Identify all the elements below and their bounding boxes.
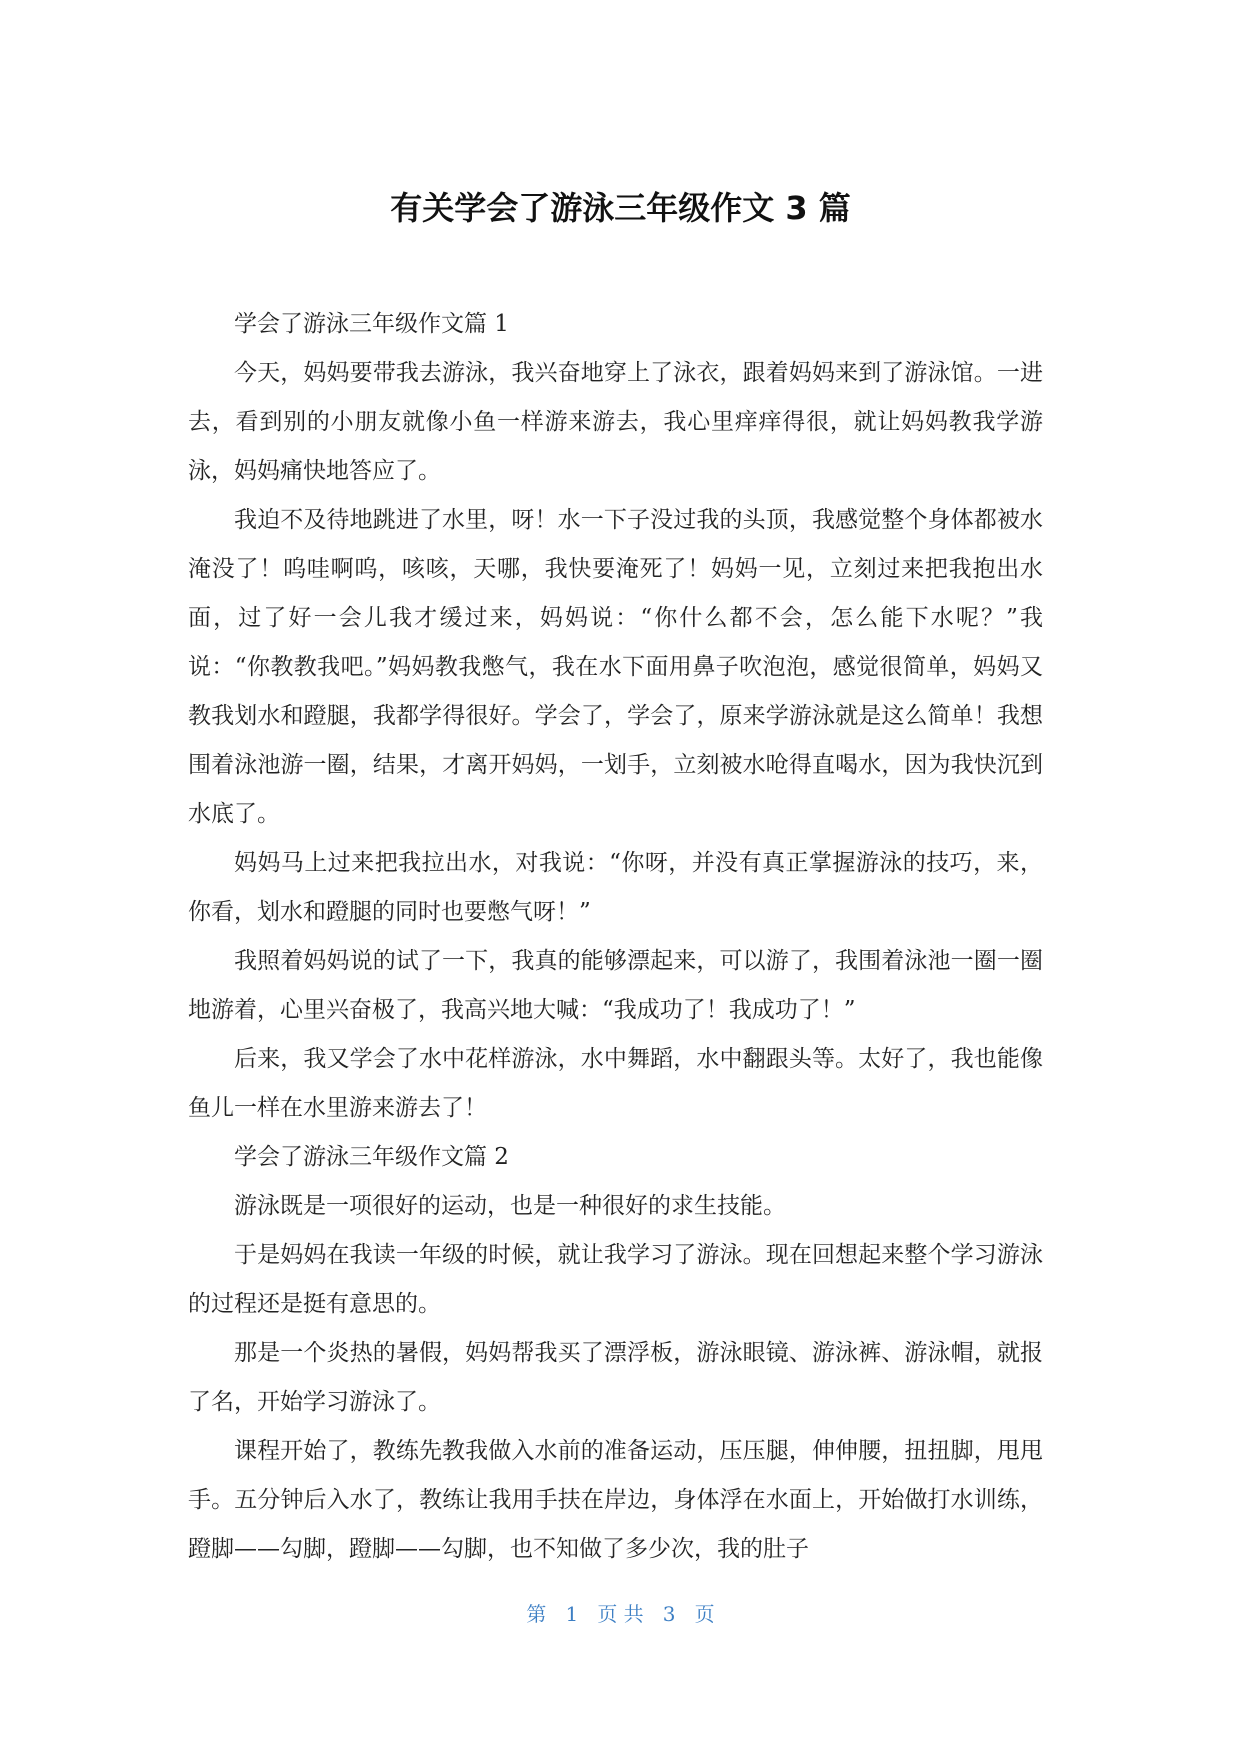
document-body xyxy=(188,300,1043,1574)
section-heading-2: 学会了游泳三年级作文篇 2 xyxy=(234,1144,509,1170)
document-title: 有关学会了游泳三年级作文 3 篇 xyxy=(390,189,851,227)
current-page-number: 1 xyxy=(565,1602,579,1626)
paragraph: 我照着妈妈说的试了一下，我真的能够漂起来，可以游了，我围着泳池一圈一圈地游着，心里兴奋极了，我高兴地大喊：“我成功了！我成功了！” xyxy=(188,948,1043,1023)
paragraph: 游泳既是一项很好的运动，也是一种很好的求生技能。 xyxy=(234,1193,786,1219)
total-pages-number: 3 xyxy=(662,1602,676,1626)
paragraph: 后来，我又学会了水中花样游泳，水中舞蹈，水中翻跟头等。太好了，我也能像鱼儿一样在水里游来游去了！ xyxy=(188,1046,1043,1121)
paragraph: 妈妈马上过来把我拉出水，对我说：“你呀，并没有真正掌握游泳的技巧，来，你看，划水和蹬腿的同时也要憋气呀！” xyxy=(188,850,1043,925)
paragraph: 我迫不及待地跳进了水里，呀！水一下子没过我的头顶，我感觉整个身体都被水淹没了！呜哇啊呜，咳咳，天哪，我快要淹死了！妈妈一见，立刻过来把我抱出水面，过了好一会儿我才缓过来，妈妈说：“你什么都不会，怎么能下水呢？”我说：“你教教我吧。”妈妈教我憋气，我在水下面用鼻子吹泡泡，感觉很简单，妈妈又教我划水和蹬腿，我都学得很好。学会了，学会了，原来学游泳就是这么简单！我想围着泳池游一圈，结果，才离开妈妈，一划手，立刻被水呛得直喝水，因为我快沉到水底了。 xyxy=(188,507,1043,827)
page-number-footer xyxy=(0,1600,1241,1628)
page-label-prefix: 第 xyxy=(526,1602,547,1626)
paragraph: 今天，妈妈要带我去游泳，我兴奋地穿上了泳衣，跟着妈妈来到了游泳馆。一进去，看到别的小朋友就像小鱼一样游来游去，我心里痒痒得很，就让妈妈教我学游泳，妈妈痛快地答应了。 xyxy=(188,360,1043,484)
paragraph: 那是一个炎热的暑假，妈妈帮我买了漂浮板，游泳眼镜、游泳裤、游泳帽，就报了名，开始学习游泳了。 xyxy=(188,1340,1043,1415)
page-label-suffix: 页 xyxy=(694,1602,715,1626)
section-heading-1: 学会了游泳三年级作文篇 1 xyxy=(234,311,509,337)
paragraph: 于是妈妈在我读一年级的时候，就让我学习了游泳。现在回想起来整个学习游泳的过程还是挺有意思的。 xyxy=(188,1242,1043,1317)
paragraph: 课程开始了，教练先教我做入水前的准备运动，压压腿，伸伸腰，扭扭脚，甩甩手。五分钟后入水了，教练让我用手扶在岸边，身体浮在水面上，开始做打水训练，蹬脚——勾脚，蹬脚——勾脚，也不知做了多少次，我的肚子 xyxy=(188,1438,1043,1562)
page-label-middle: 页 共 xyxy=(597,1602,644,1626)
